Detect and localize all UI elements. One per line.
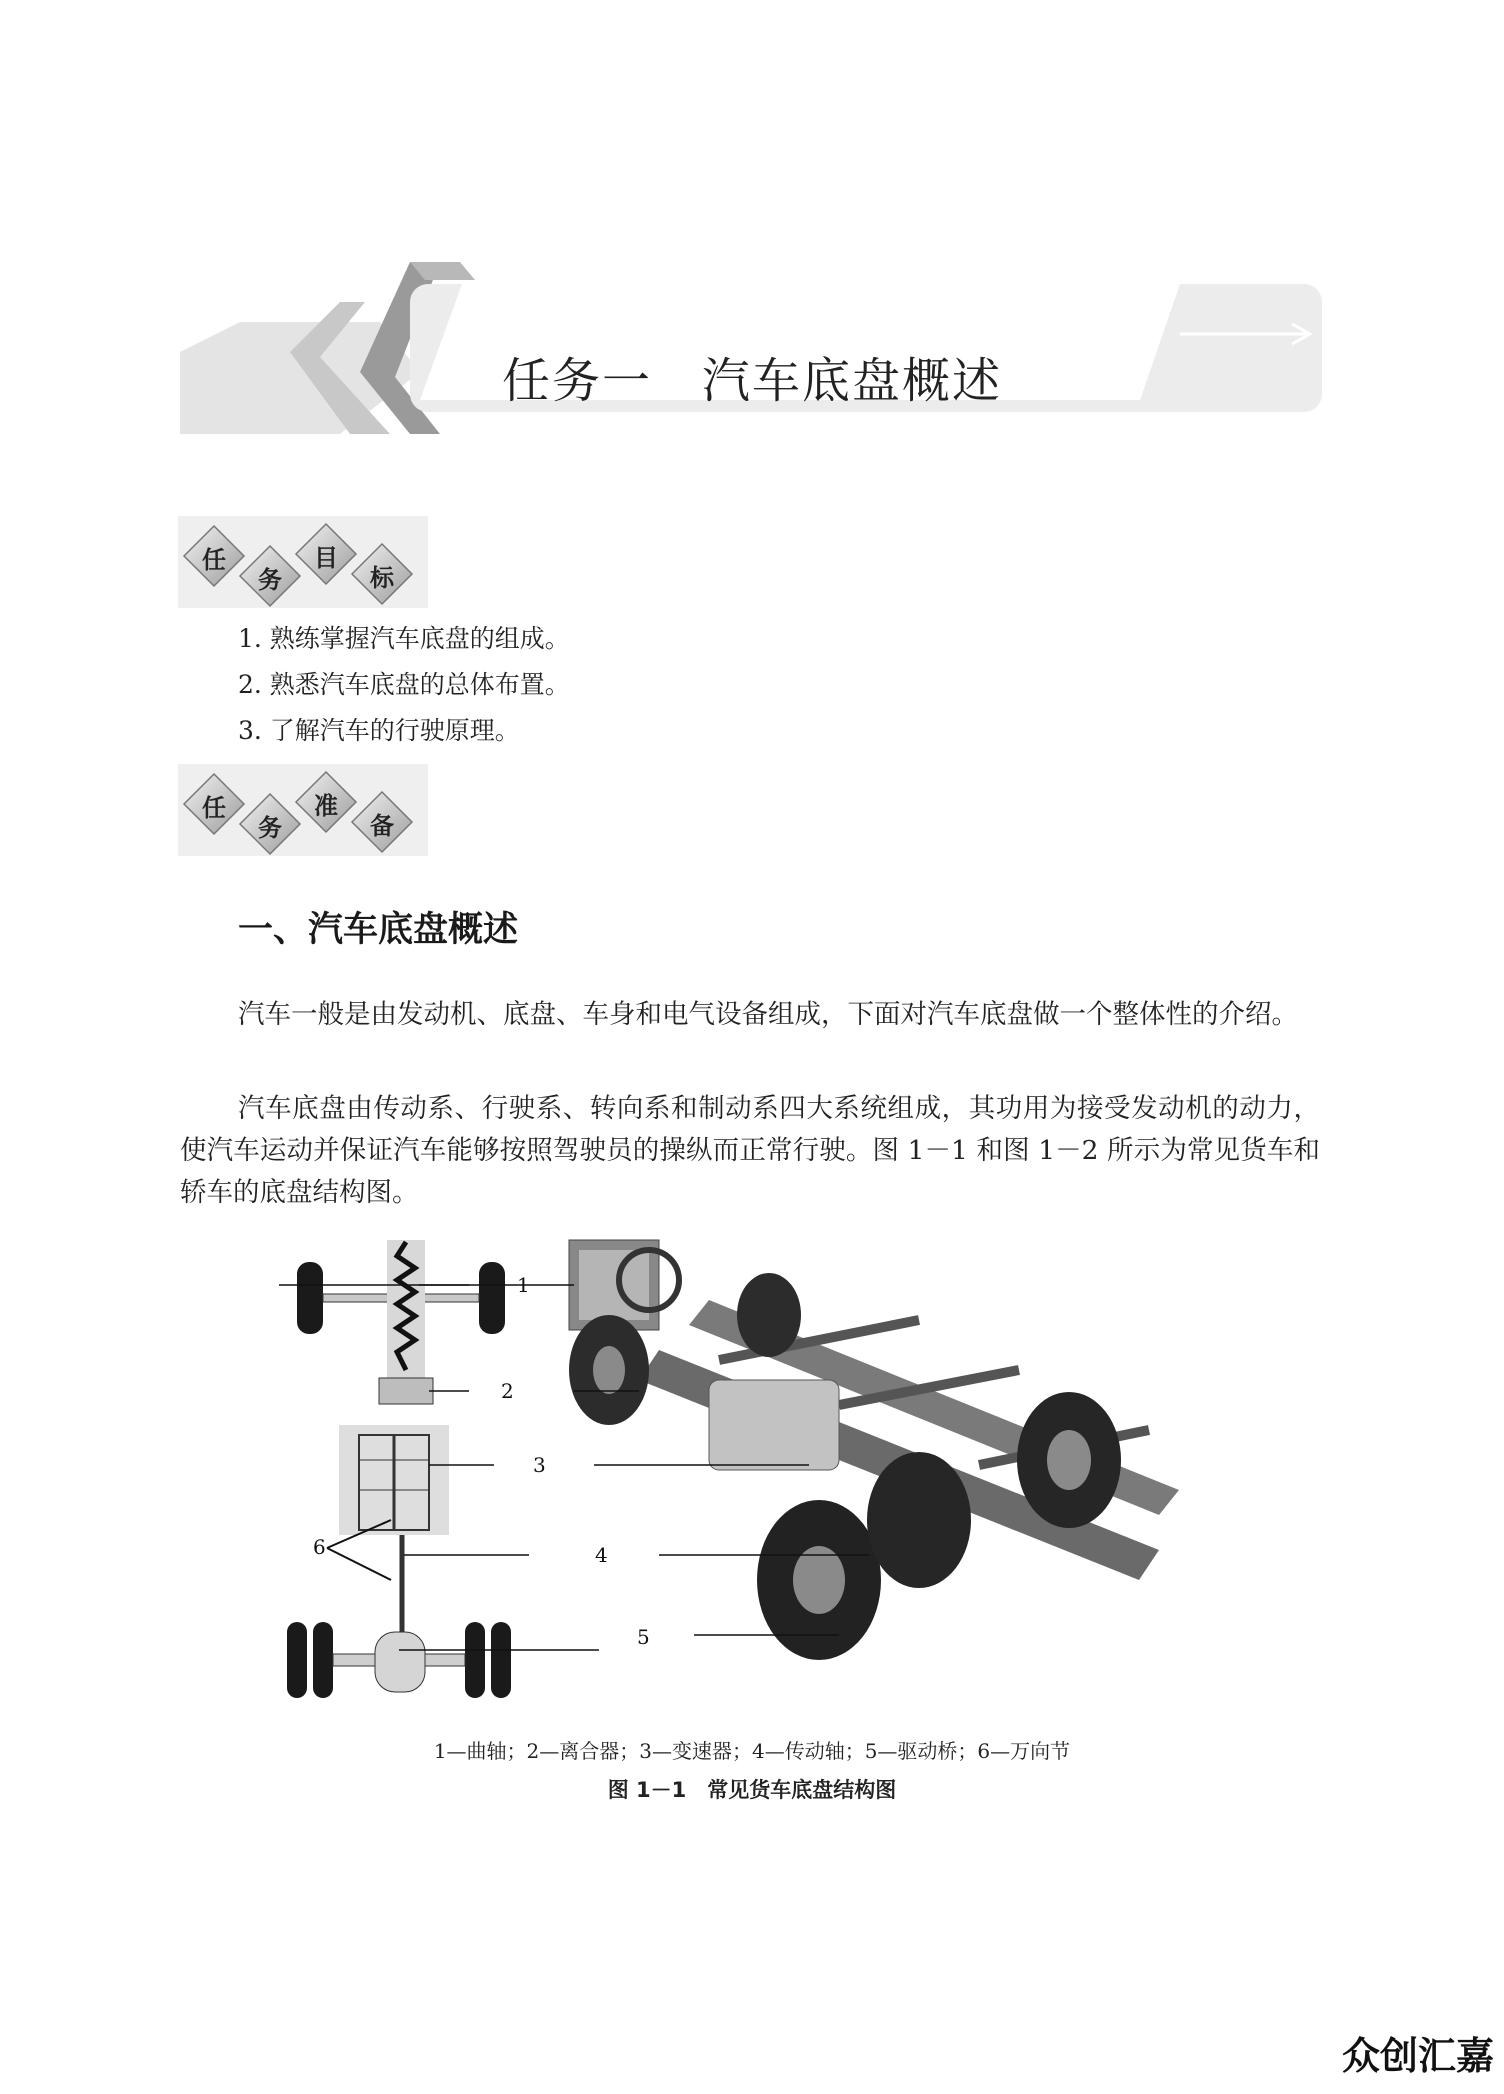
badge-char: 标: [370, 564, 394, 592]
chassis-figure: [279, 1220, 1224, 1712]
callout-label: 4: [595, 1543, 608, 1567]
badge-char: 备: [370, 812, 394, 840]
callout-label: 6: [313, 1535, 326, 1559]
objectives-badge: [178, 516, 438, 608]
list-item: 2. 熟悉汽车底盘的总体布置。: [238, 670, 570, 699]
callout-label: 5: [637, 1625, 650, 1649]
badge-char: 务: [258, 566, 282, 594]
badge-char: 目: [314, 544, 338, 572]
body-paragraph: 汽车底盘由传动系、行驶系、转向系和制动系四大系统组成，其功用为接受发动机的动力，使汽车运动并保证汽车能够按照驾驶员的操纵而正常行驶。图 1－1 和图 1－2 所示为常见货车和轿车的底盘结构图。: [180, 1093, 1320, 1208]
section-heading: 一、汽车底盘概述: [238, 910, 519, 950]
badge-char: 任: [202, 546, 226, 574]
body-paragraph: 汽车一般是由发动机、底盘、车身和电气设备组成，下面对汽车底盘做一个整体性的介绍。: [238, 999, 1298, 1030]
callout-label: 2: [501, 1379, 514, 1403]
callout-label: 3: [533, 1453, 546, 1477]
watermark-logo: 众创汇嘉: [1341, 2034, 1494, 2078]
objectives-list: [238, 616, 570, 754]
badge-char: 准: [314, 792, 338, 820]
preparation-badge: [178, 764, 438, 856]
callout-label: 1: [517, 1273, 530, 1297]
page-title: 任务一 汽车底盘概述: [501, 353, 1002, 409]
figure-legend: 1—曲轴；2—离合器；3—变速器；4—传动轴；5—驱动桥；6—万向节: [433, 1739, 1071, 1763]
figure-caption: 图 1－1 常见货车底盘结构图: [607, 1778, 897, 1802]
badge-char: 务: [258, 814, 282, 842]
list-item: 1. 熟练掌握汽车底盘的组成。: [238, 624, 570, 653]
list-item: 3. 了解汽车的行驶原理。: [238, 716, 520, 745]
badge-char: 任: [202, 794, 226, 822]
